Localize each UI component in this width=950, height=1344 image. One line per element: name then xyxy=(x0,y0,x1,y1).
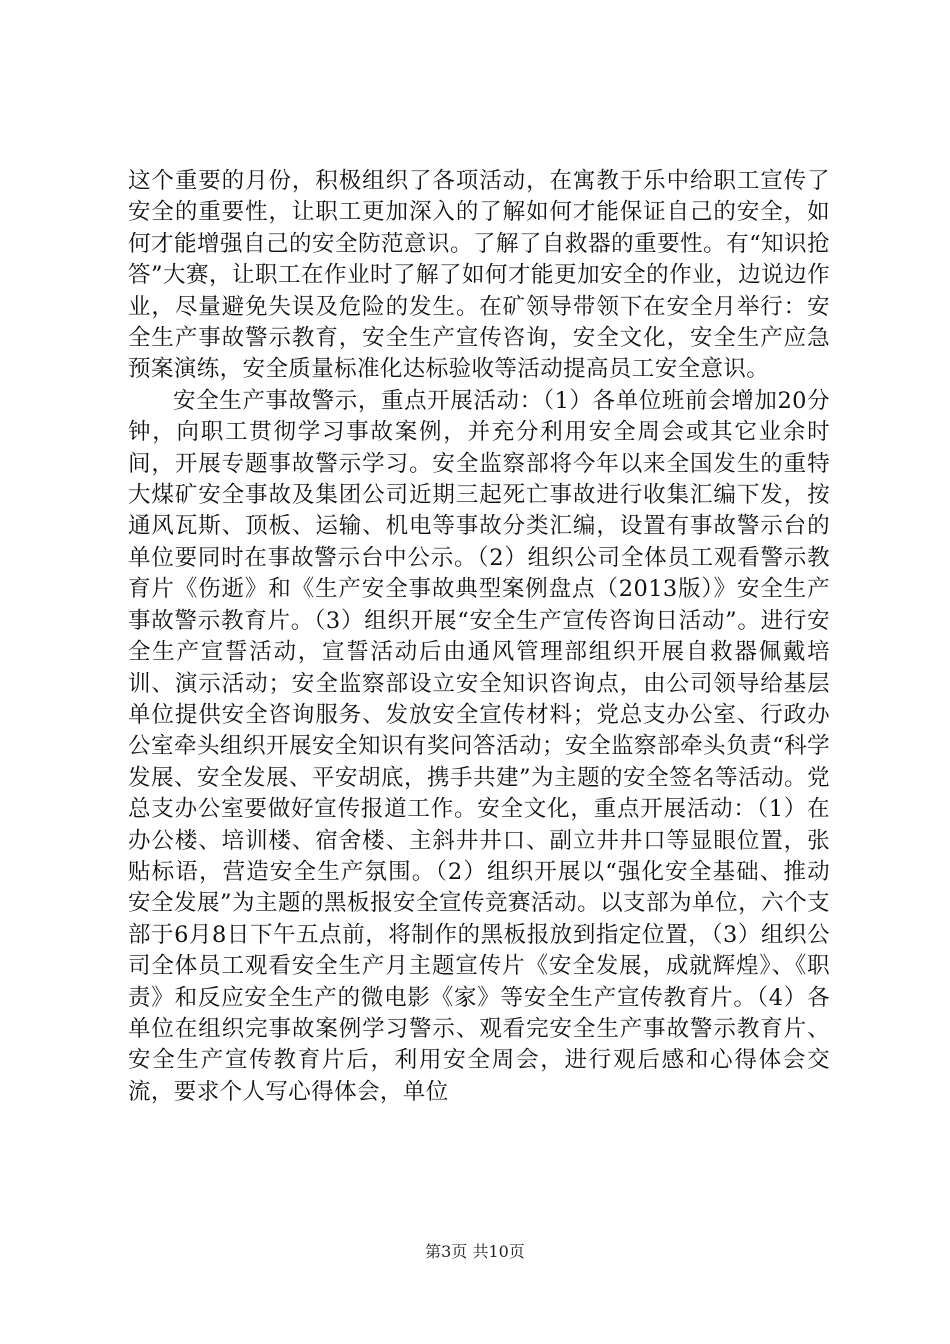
document-body xyxy=(128,166,830,1108)
paragraph-continuation: 这个重要的月份，积极组织了各项活动，在寓教于乐中给职工宣传了安全的重要性，让职工更加深入的了解如何才能保证自己的安全，如何才能增强自己的安全防范意识。了解了自救器的重要性。有“知识抢答”大赛，让职工在作业时了解了如何才能更加安全的作业，边说边作业，尽量避免失误及危险的发生。在矿领导带领下在安全月举行：安全生产事故警示教育，安全生产宣传咨询，安全文化，安全生产应急预案演练，安全质量标准化达标验收等活动提高员工安全意识。 xyxy=(128,168,830,383)
page-number-footer: 第3页 共10页 xyxy=(425,1242,525,1261)
paragraph-safety-warning: 安全生产事故警示，重点开展活动：（1）各单位班前会增加20分钟，向职工贯彻学习事故案例，并充分利用安全周会或其它业余时间，开展专题事故警示学习。安全监察部将今年以来全国发生的重特大煤矿安全事故及集团公司近期三起死亡事故进行收集汇编下发，按通风瓦斯、顶板、运输、机电等事故分类汇编，设置有事故警示台的单位要同时在事故警示台中公示。（2）组织公司全体员工观看警示教育片《伤逝》和《生产安全事故典型案例盘点（2013版）》安全生产事故警示教育片。（3）组织开展“安全生产宣传咨询日活动”。进行安全生产宣誓活动，宣誓活动后由通风管理部组织开展自救器佩戴培训、演示活动；安全监察部设立安全知识咨询点，由公司领导给基层单位提供安全咨询服务、发放安全宣传材料；党总支办公室、行政办公室牵头组织开展安全知识有奖问答活动；安全监察部牵头负责“科学发展、安全发展、平安胡底，携手共建”为主题的安全签名等活动。党总支办公室要做好宣传报道工作。安全文化，重点开展活动：（1）在办公楼、培训楼、宿舍楼、主斜井井口、副立井井口等显眼位置，张贴标语，营造安全生产氛围。（2）组织开展以“强化安全基础、推动安全发展”为主题的黑板报安全宣传竞赛活动。以支部为单位，六个支部于6月8日下午五点前，将制作的黑板报放到指定位置，（3）组织公司全体员工观看安全生产月主题宣传片《安全发展，成就辉煌》、《职责》和反应安全生产的微电影《家》等安全生产宣传教育片。（4）各单位在组织完事故案例学习警示、观看完安全生产事故警示教育片、安全生产宣传教育片后，利用安全周会，进行观后感和心得体会交流，要求个人写心得体会，单位 xyxy=(128,387,830,1105)
